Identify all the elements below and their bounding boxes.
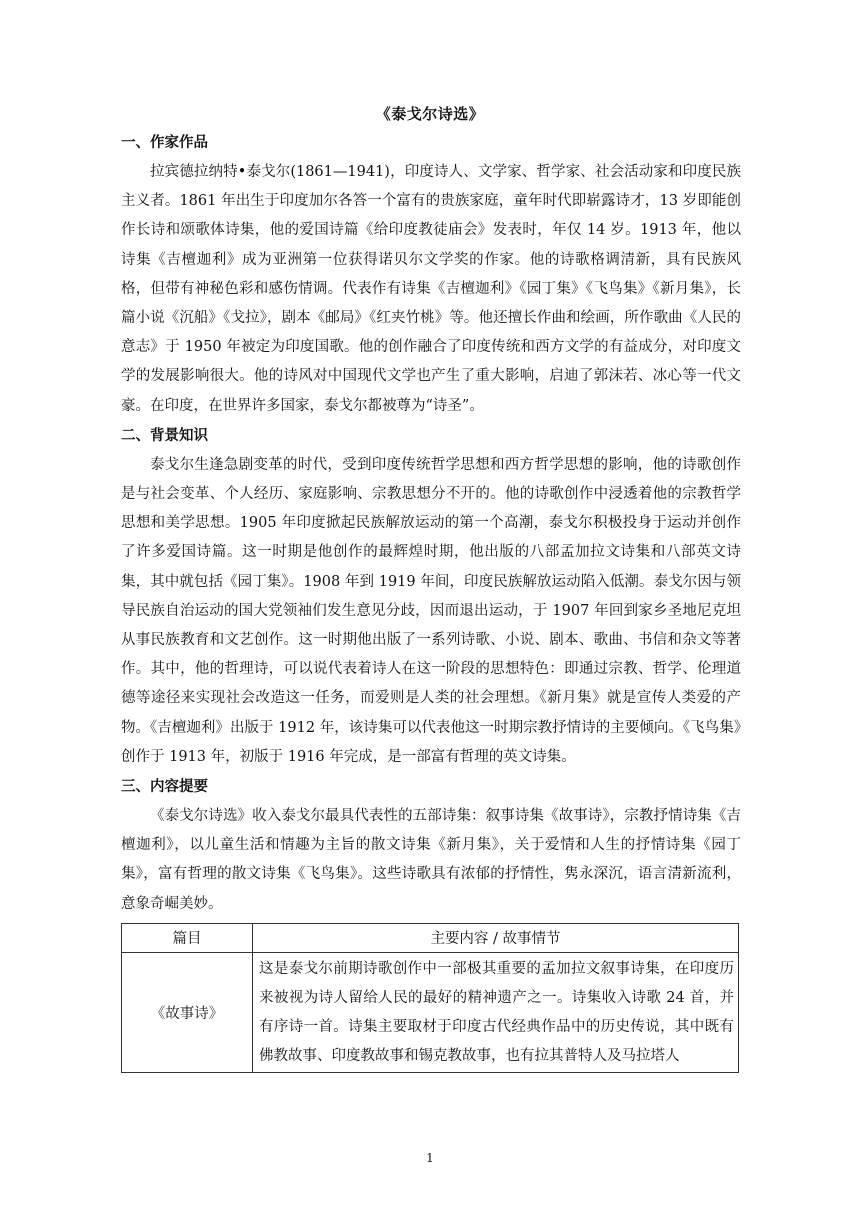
section-paragraph: 拉宾德拉纳特•泰戈尔(1861—1941)，印度诗人、文学家、哲学家、社会活动家和印度民族主义者。1861 年出生于印度加尔各答一个富有的贵族家庭，童年时代即崭露诗才，13 岁即能创作长诗和颂歌体诗集，他的爱国诗篇《给印度教徒庙会》发表时，年仅 14 岁。1913 年，他以诗集《吉檀迦利》成为亚洲第一位获得诺贝尔文学奖的作家。他的诗歌格调清新，具有民族风格，但带有神秘色彩和感伤情调。代表作有诗集《吉檀迦利》《园丁集》《飞鸟集》《新月集》，长篇小说《沉船》《戈拉》，剧本《邮局》《红夹竹桃》等。他还擅长作曲和绘画，所作歌曲《人民的意志》于 1950 年被定为印度国歌。他的创作融合了印度传统和西方文学的有益成分，对印度文学的发展影响很大。他的诗风对中国现代文学也产生了重大影响，启迪了郭沫若、冰心等一代文豪。在印度，在世界许多国家，泰戈尔都被尊为“诗圣”。 bbox=[121, 164, 741, 414]
section-paragraph: 《泰戈尔诗选》收入泰戈尔最具代表性的五部诗集：叙事诗集《故事诗》，宗教抒情诗集《吉檀迦利》，以儿童生活和情趣为主旨的散文诗集《新月集》，关于爱情和人生的抒情诗集《园丁集》，富有哲理的散文诗集《飞鸟集》。这些诗歌具有浓郁的抒情性，隽永深沉，语言清新流利，意象奇崛美妙。 bbox=[121, 808, 741, 912]
document-title: 《泰戈尔诗选》 bbox=[375, 105, 485, 123]
table-header-row bbox=[122, 923, 739, 952]
section-summary bbox=[121, 772, 741, 919]
section-paragraph: 泰戈尔生逢急剧变革的时代，受到印度传统哲学思想和西方哲学思想的影响，他的诗歌创作是与社会变革、个人经历、家庭影响、宗教思想分不开的。他的诗歌创作中浸透着他的宗教哲学思想和美学思想。1905 年印度掀起民族解放运动的第一个高潮，泰戈尔积极投身于运动并创作了许多爱国诗篇。这一时期是他创作的最辉煌时期，他出版的八部孟加拉文诗集和八部英文诗集，其中就包括《园丁集》。1908 年到 1919 年间，印度民族解放运动陷入低潮。泰戈尔因与领导民族自治运动的国大党领袖们发生意见分歧，因而退出运动，于 1907 年回到家乡圣地尼克坦从事民族教育和文艺创作。这一时期他出版了一系列诗歌、小说、剧本、歌曲、书信和杂文等著作。其中，他的哲理诗，可以说代表着诗人在这一阶段的思想特色：即通过宗教、哲学、伦理道德等途径来实现社会改造这一任务，而爱则是人类的社会理想。《新月集》就是宣传人类爱的产物。《吉檀迦利》出版于 1912 年，该诗集可以代表他这一时期宗教抒情诗的主要倾向。《飞鸟集》创作于 1913 年，初版于 1916 年完成，是一部富有哲理的英文诗集。 bbox=[121, 456, 741, 765]
page-number: 1 bbox=[426, 1151, 434, 1165]
section-heading: 三、内容提要 bbox=[121, 778, 208, 796]
table-cell-title: 《故事诗》 bbox=[122, 952, 253, 1072]
table-row bbox=[122, 952, 739, 1072]
table-header-title: 篇目 bbox=[122, 923, 253, 952]
section-heading: 一、作家作品 bbox=[121, 134, 208, 151]
content-table bbox=[121, 923, 739, 1073]
section-author-works bbox=[121, 128, 741, 421]
section-background bbox=[121, 421, 741, 772]
document-body bbox=[121, 128, 741, 1073]
table-cell-content: 这是泰戈尔前期诗歌创作中一部极其重要的孟加拉文叙事诗集，在印度历来被视为诗人留给人民的最好的精神遗产之一。诗集收入诗歌 24 首，并有序诗一首。诗集主要取材于印度古代经典作品中的历史传说，其中既有佛教故事、印度教故事和锡克教故事，也有拉其普特人及马拉塔人 bbox=[253, 952, 739, 1072]
section-heading: 二、背景知识 bbox=[121, 426, 208, 444]
table-header-content: 主要内容 / 故事情节 bbox=[253, 923, 739, 952]
